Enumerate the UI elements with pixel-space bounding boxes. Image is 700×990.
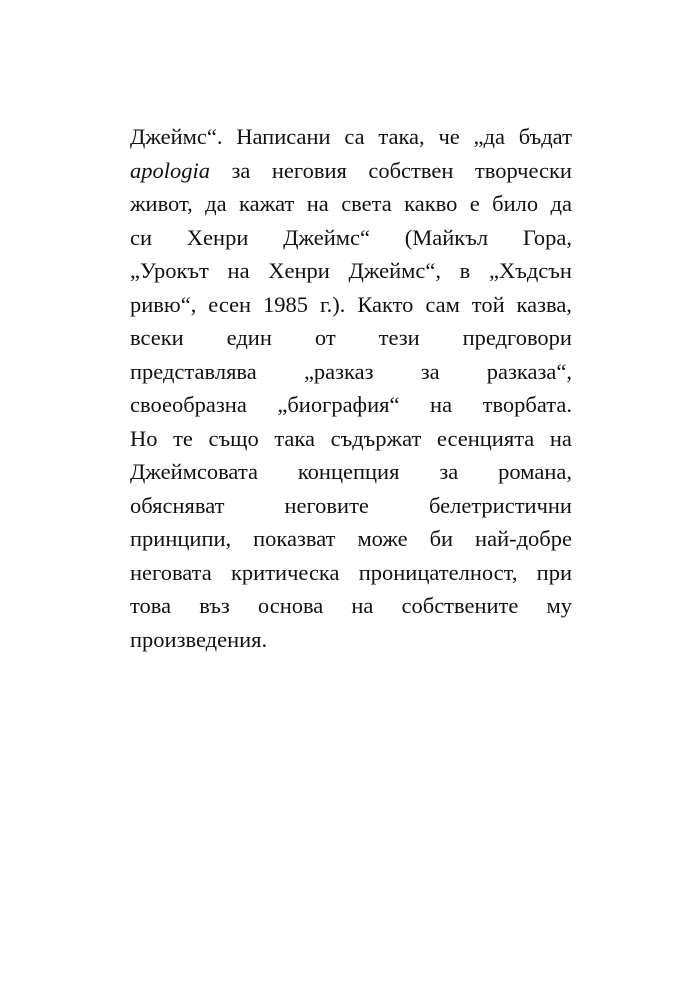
text-line bbox=[130, 154, 572, 188]
word: бъдат bbox=[518, 124, 572, 149]
word: произведения. bbox=[130, 626, 268, 652]
word: всеки bbox=[130, 325, 184, 350]
word: белетристични bbox=[428, 492, 572, 518]
word: си bbox=[130, 224, 153, 250]
word: от bbox=[314, 325, 336, 350]
word: тези bbox=[378, 325, 420, 350]
word: своеобразна bbox=[130, 392, 247, 417]
word: така, bbox=[378, 124, 425, 149]
word: Хенри bbox=[186, 224, 249, 250]
word: неговата bbox=[130, 559, 212, 585]
word: че bbox=[438, 124, 460, 149]
word: Джеймс“, bbox=[348, 258, 441, 283]
word: „Урокът bbox=[130, 258, 209, 283]
word: ривю“, bbox=[130, 291, 197, 317]
word: 1985 bbox=[263, 291, 309, 317]
word: въз bbox=[199, 593, 230, 618]
text-line bbox=[130, 321, 572, 355]
word: за bbox=[420, 358, 440, 384]
word: Но bbox=[130, 425, 158, 451]
italic-word: apologia bbox=[130, 157, 211, 183]
text-line-last bbox=[130, 623, 572, 657]
word: би bbox=[429, 526, 454, 551]
text-line bbox=[130, 120, 572, 154]
word: за bbox=[231, 157, 251, 183]
word: един bbox=[226, 325, 272, 350]
word: за bbox=[439, 459, 459, 484]
word: кажат bbox=[239, 191, 295, 216]
word: „разказ bbox=[303, 358, 374, 384]
word: проницателност, bbox=[358, 559, 518, 585]
text-line bbox=[130, 522, 572, 556]
word: на bbox=[549, 425, 572, 451]
word: на bbox=[306, 191, 329, 216]
word: е bbox=[469, 191, 480, 216]
text-line bbox=[130, 589, 572, 623]
word: Написани bbox=[236, 124, 331, 149]
word: му bbox=[546, 593, 572, 618]
word: разказа“, bbox=[486, 358, 572, 384]
text-line bbox=[130, 187, 572, 221]
word: Джеймс“. bbox=[130, 124, 223, 149]
word: творбата. bbox=[482, 392, 572, 417]
word: също bbox=[208, 425, 259, 451]
word: било bbox=[492, 191, 539, 216]
word: собствен bbox=[368, 157, 454, 183]
text-line bbox=[130, 221, 572, 255]
text-line bbox=[130, 254, 572, 288]
word: в bbox=[459, 258, 471, 283]
word: казва, bbox=[516, 291, 572, 317]
word: обясняват bbox=[130, 492, 225, 518]
word: есенцията bbox=[436, 425, 535, 451]
word: „Хъдсън bbox=[488, 258, 572, 283]
word: може bbox=[357, 526, 408, 551]
word: основа bbox=[257, 593, 324, 618]
word: са bbox=[344, 124, 365, 149]
word: неговия bbox=[271, 157, 347, 183]
word: Джеймсовата bbox=[130, 459, 258, 484]
word: при bbox=[536, 559, 572, 585]
word: Гора, bbox=[522, 224, 572, 250]
word: те bbox=[173, 425, 193, 451]
word: сам bbox=[425, 291, 460, 317]
word: света bbox=[341, 191, 392, 216]
word: на bbox=[430, 392, 453, 417]
word: собствените bbox=[401, 593, 519, 618]
word: Джеймс“ bbox=[283, 224, 370, 250]
word: да bbox=[205, 191, 227, 216]
body-paragraph bbox=[130, 120, 572, 656]
word: (Майкъл bbox=[404, 224, 489, 250]
word: това bbox=[130, 593, 172, 618]
word: есен bbox=[208, 291, 252, 317]
word: представлява bbox=[130, 358, 257, 384]
text-line bbox=[130, 288, 572, 322]
text-line bbox=[130, 489, 572, 523]
word: романа, bbox=[498, 459, 572, 484]
word: на bbox=[351, 593, 374, 618]
word: концепция bbox=[297, 459, 400, 484]
word: Хенри bbox=[268, 258, 330, 283]
word: Както bbox=[357, 291, 414, 317]
text-line bbox=[130, 556, 572, 590]
text-line bbox=[130, 388, 572, 422]
word: „биография“ bbox=[277, 392, 400, 417]
word: принципи, bbox=[130, 526, 232, 551]
word: съдържат bbox=[330, 425, 422, 451]
text-line bbox=[130, 355, 572, 389]
word: какво bbox=[404, 191, 458, 216]
word: показват bbox=[253, 526, 336, 551]
word: г.). bbox=[319, 291, 346, 317]
text-line bbox=[130, 455, 572, 489]
word: той bbox=[471, 291, 505, 317]
word: така bbox=[274, 425, 315, 451]
word: най-добре bbox=[475, 526, 572, 551]
text-line bbox=[130, 422, 572, 456]
word: на bbox=[227, 258, 250, 283]
word: критическа bbox=[230, 559, 340, 585]
word: творчески bbox=[474, 157, 572, 183]
word: да bbox=[550, 191, 572, 216]
word: предговори bbox=[462, 325, 572, 350]
word: „да bbox=[473, 124, 505, 149]
word: живот, bbox=[130, 191, 193, 216]
word: неговите bbox=[284, 492, 369, 518]
